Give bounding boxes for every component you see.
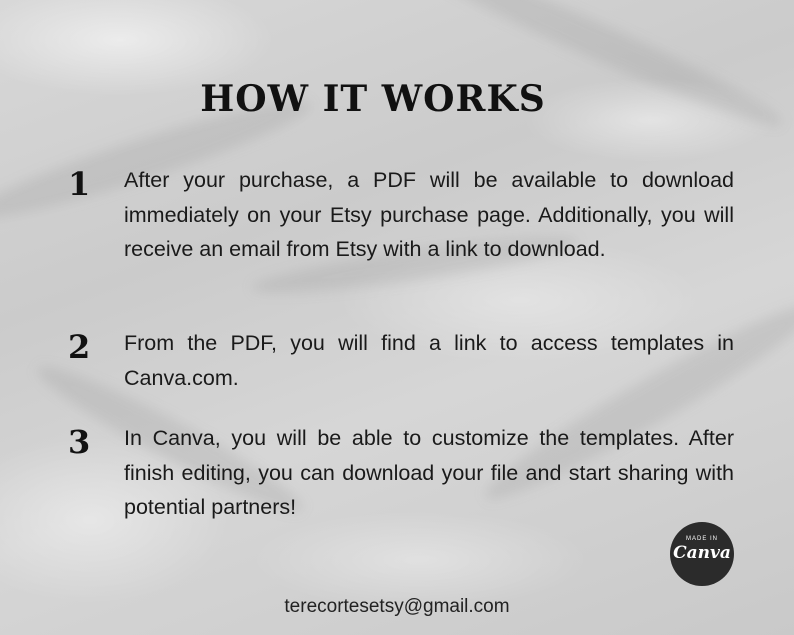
contact-email: terecortesetsy@gmail.com	[284, 596, 510, 617]
step-number: 2	[68, 328, 91, 366]
step-number: 1	[68, 165, 91, 203]
canva-logo: Canva	[673, 543, 731, 563]
badge-small-text: MADE IN	[685, 536, 718, 542]
step-text: In Canva, you will be able to customize the templates. After finish editing, you can download your file and start sharing with potential partners!	[124, 426, 734, 519]
step-text: From the PDF, you will find a link to access templates in Canva.com.	[124, 331, 734, 390]
step-text: After your purchase, a PDF will be available to download immediately on your Etsy purchase page. Additionally, you will receive an email from Etsy with a link to download.	[124, 168, 734, 261]
step-number: 3	[68, 423, 91, 461]
page-title: HOW IT WORKS	[200, 78, 546, 120]
made-in-canva-badge	[670, 522, 734, 586]
